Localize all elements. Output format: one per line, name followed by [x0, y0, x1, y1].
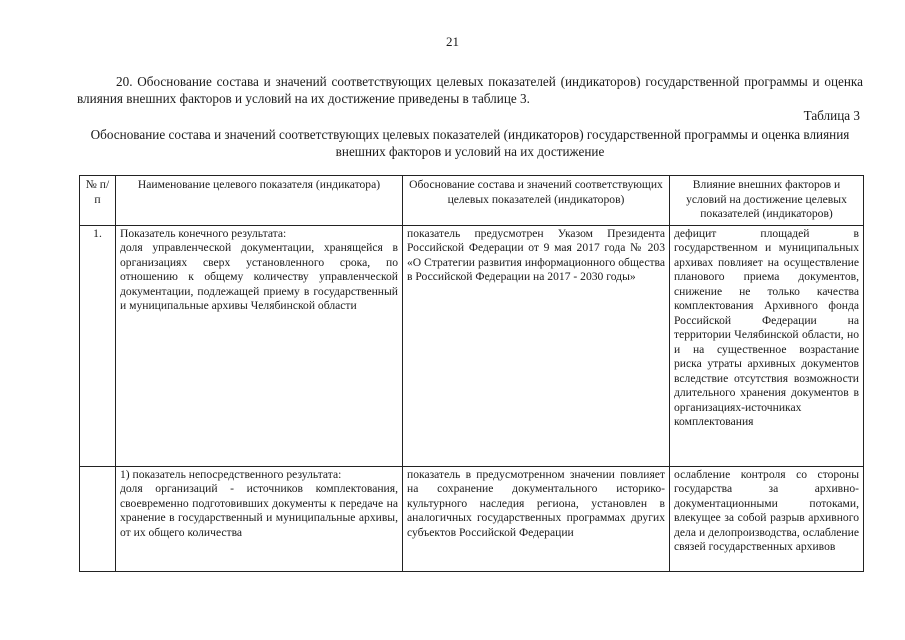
table-header-row — [80, 176, 864, 226]
indicator-title: 1) показатель непосредственного результата: — [120, 467, 342, 481]
header-indicator-name: Наименование целевого показателя (индикатора) — [116, 176, 403, 226]
indicator-description: доля управленческой документации, хранящейся в организациях сверх установленного срока, по отношению к общему количеству управленческой документации, подлежащей приему в государственный и муниципальные архивы Челябинской области — [120, 241, 398, 312]
row-number: 1. — [80, 225, 116, 466]
table-row — [80, 225, 864, 466]
header-justification: Обоснование состава и значений соответствующих целевых показателей (индикаторов) — [403, 176, 670, 226]
indicator-name-cell — [116, 466, 403, 571]
influence-cell: ослабление контроля со стороны государства за архивно-документационными потоками, влекущее за собой разрыв архивного дела и делопроизводства, ослабление связей государственных архивов — [670, 466, 864, 571]
table-row — [80, 466, 864, 571]
indicator-title: Показатель конечного результата: — [120, 226, 287, 240]
intro-paragraph: 20. Обоснование состава и значений соответствующих целевых показателей (индикаторов) государственной программы и оценка влияния внешних факторов и условий на их достижение приведены в таблице 3. — [77, 74, 863, 106]
influence-cell: дефицит площадей в государственном и муниципальных архивах повлияет на осуществление планового приема документов, снижение не только качества комплектования Архивного фонда Российской Федерации на территории Челябинской области, но и на существенное возрастание риска утраты архивных документов вследствие отсутствия возможности длительного хранения документов в организациях-источниках комплектования — [670, 225, 864, 466]
table-caption: Обоснование состава и значений соответствующих целевых показателей (индикаторов) государственной программы и оценка влияния внешних факторов и условий на их достижение — [90, 127, 850, 159]
header-external-influence: Влияние внешних факторов и условий на достижение целевых показателей (индикаторов) — [670, 176, 864, 226]
indicator-description: доля организаций - источников комплектования, своевременно подготовивших документы к передаче на хранение в государственный и муниципальные архивы, от их общего количества — [120, 482, 398, 539]
justification-cell: показатель предусмотрен Указом Президента Российской Федерации от 9 мая 2017 года № 203 «О Стратегии развития информационного общества в Российской Федерации на 2017 - 2030 годы» — [403, 225, 670, 466]
table-reference: Таблица 3 — [803, 108, 860, 123]
indicators-table — [79, 175, 864, 572]
page-number: 21 — [446, 34, 459, 49]
header-number: № п/п — [80, 176, 116, 226]
row-number — [80, 466, 116, 571]
indicator-name-cell — [116, 225, 403, 466]
justification-cell: показатель в предусмотренном значении повлияет на сохранение документального историко-культурного наследия региона, установлен в аналогичных государственных программах других субъектов Российской Федерации — [403, 466, 670, 571]
